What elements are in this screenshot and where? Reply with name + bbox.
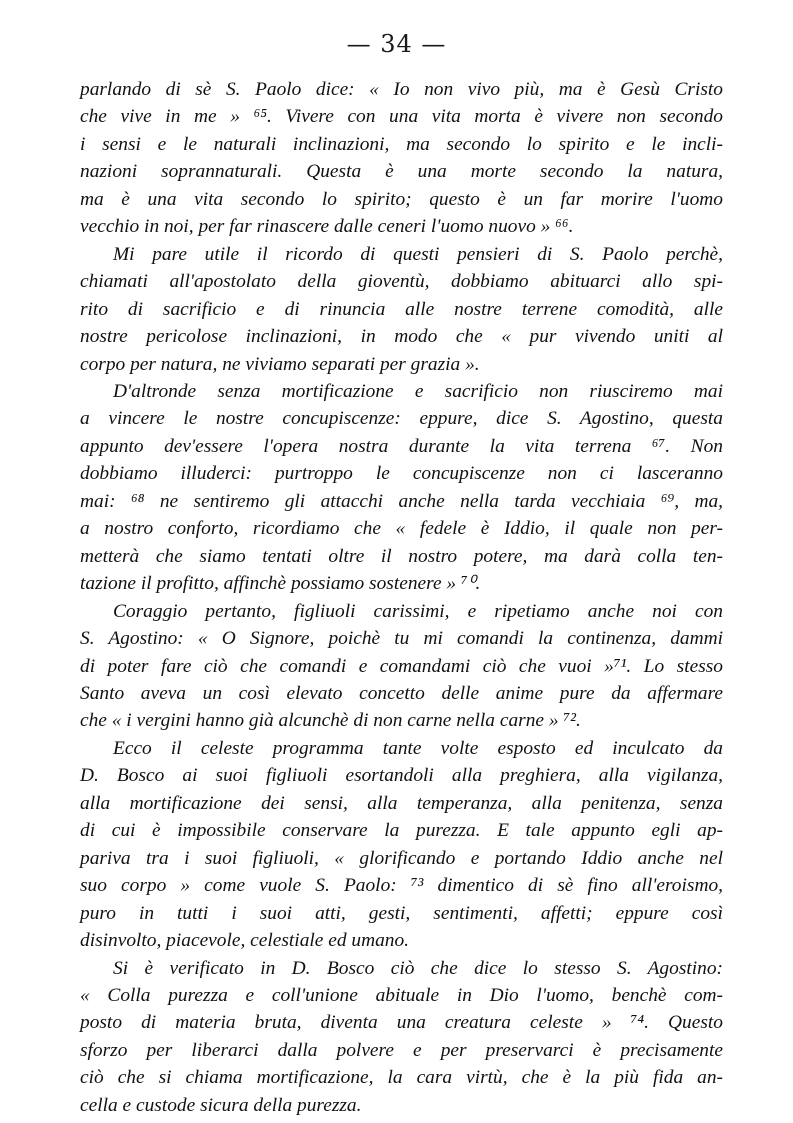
text-line: Mi pare utile il ricordo di questi pensieri di S. Paolo perchè, (113, 243, 723, 265)
text-line: chiamati all'apostolato della gioventù, dobbiamo abituarci allo spi- (80, 271, 723, 293)
text-line: di poter fare ciò che comandi e comandami ciò che vuoi »⁷¹. Lo stesso (80, 655, 723, 677)
text-line: rito di sacrificio e di rinuncia alle nostre terrene comodità, alle (80, 298, 723, 320)
text-line: « Colla purezza e coll'unione abituale in Dio l'uomo, benchè com- (80, 984, 723, 1006)
text-line: cella e custode sicura della purezza. (80, 1094, 362, 1116)
text-line: parlando di sè S. Paolo dice: « Io non vivo più, ma è Gesù Cristo (80, 79, 723, 100)
text-line: i sensi e le naturali inclinazioni, ma secondo lo spirito e le incli- (80, 133, 723, 155)
text-line: ciò che si chiama mortificazione, la cara virtù, che è la più fida an- (80, 1067, 723, 1089)
text-line: alla mortificazione dei sensi, alla temperanza, alla penitenza, senza (80, 792, 723, 814)
text-line: corpo per natura, ne viviamo separati per grazia ». (80, 353, 480, 375)
text-line: dobbiamo illuderci: purtroppo le concupiscenze non ci lasceranno (80, 463, 723, 485)
page-number: — 34 — (346, 30, 447, 58)
text-line: D'altronde senza mortificazione e sacrificio non riusciremo mai (113, 380, 723, 402)
text-line: mai: ⁶⁸ ne sentiremo gli attacchi anche nella tarda vecchiaia ⁶⁹, ma, (80, 490, 723, 512)
paragraph-4 (80, 598, 723, 735)
text-line: che « i vergini hanno già alcunchè di non carne nella carne » ⁷². (80, 710, 581, 732)
text-line: disinvolto, piacevole, celestiale ed umano. (80, 930, 410, 952)
paragraph-2 (80, 241, 723, 378)
text-line: puro in tutti i suoi atti, gesti, sentimenti, affetti; eppure così (80, 902, 723, 924)
body-text (80, 76, 723, 1119)
text-line: posto di materia bruta, diventa una creatura celeste » ⁷⁴. Questo (80, 1012, 723, 1034)
text-line: Ecco il celeste programma tante volte esposto ed inculcato da (113, 737, 723, 759)
paragraph-6 (80, 955, 723, 1120)
text-line: a nostro conforto, ricordiamo che « fedele è Iddio, il quale non per- (80, 518, 723, 540)
text-line: tazione il profitto, affinchè possiamo sostenere » ⁷⁰. (80, 573, 481, 595)
text-line: pariva tra i suoi figliuoli, « glorificando e portando Iddio anche nel (80, 847, 723, 869)
text-line: sforzo per liberarci dalla polvere e per preservarci è precisamente (80, 1039, 723, 1061)
text-line: ma è una vita secondo lo spirito; questo è un far morire l'uomo (80, 188, 723, 210)
text-line: nazioni soprannaturali. Questa è una morte secondo la natura, (80, 161, 723, 183)
text-line: che vive in me » ⁶⁵. Vivere con una vita morta è vivere non secondo (80, 106, 723, 128)
text-line: Santo aveva un così elevato concetto delle anime pure da affermare (80, 682, 723, 704)
paragraph-1 (80, 76, 723, 241)
paragraph-5 (80, 735, 723, 955)
text-line: D. Bosco ai suoi figliuoli esortandoli alla preghiera, alla vigilanza, (80, 765, 723, 787)
text-line: a vincere le nostre concupiscenze: eppure, dice S. Agostino, questa (80, 408, 723, 430)
text-line: metterà che siamo tentati oltre il nostro potere, ma darà colla ten- (80, 545, 723, 567)
text-line: appunto dev'essere l'opera nostra durante la vita terrena ⁶⁷. Non (80, 435, 723, 457)
text-line: suo corpo » come vuole S. Paolo: ⁷³ dimentico di sè fino all'eroismo, (80, 875, 723, 897)
text-line: vecchio in noi, per far rinascere dalle ceneri l'uomo nuovo » ⁶⁶. (80, 216, 574, 238)
text-line: Coraggio pertanto, figliuoli carissimi, e ripetiamo anche noi con (113, 600, 723, 622)
paragraph-3 (80, 378, 723, 598)
text-line: di cui è impossibile conservare la purezza. E tale appunto egli ap- (80, 820, 723, 842)
text-line: S. Agostino: « O Signore, poichè tu mi comandi la continenza, dammi (80, 628, 723, 650)
text-line: nostre pericolose inclinazioni, in modo che « pur vivendo uniti al (80, 326, 723, 348)
text-line: Si è verificato in D. Bosco ciò che dice lo stesso S. Agostino: (113, 957, 723, 979)
